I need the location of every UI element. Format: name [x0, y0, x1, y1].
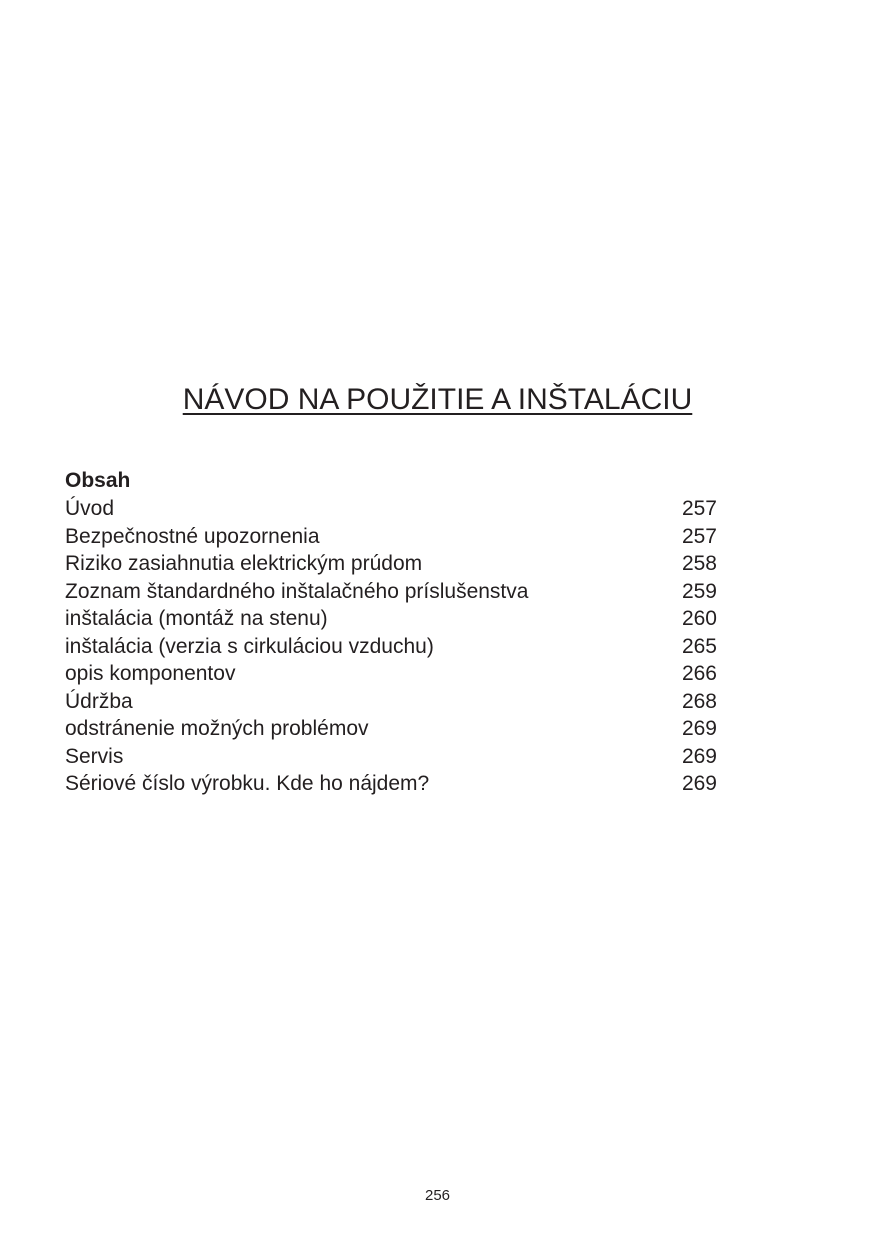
toc-entry-label: Bezpečnostné upozornenia [65, 524, 320, 548]
document-title-text: NÁVOD NA POUŽITIE A INŠTALÁCIU [182, 383, 693, 416]
toc-entry-instalacia-cirkulacia[interactable] [65, 633, 717, 661]
toc-entry-label: odstránenie možných problémov [65, 717, 369, 740]
toc-entry-label: Riziko zasiahnutia elektrickým prúdom [65, 552, 423, 575]
document-title [0, 382, 875, 418]
toc-entry-page: 265 [681, 634, 717, 658]
toc-entry-label: opis komponentov [65, 662, 236, 685]
toc-entry-servis[interactable] [65, 743, 717, 771]
toc-entry-page: 260 [681, 607, 717, 630]
toc-entry-label: inštalácia (montáž na stenu) [65, 607, 328, 630]
toc-entry-page: 269 [681, 717, 717, 740]
toc-list [65, 495, 717, 798]
toc-entry-page: 259 [681, 579, 717, 603]
toc-entry-odstranenie-problemov[interactable] [65, 715, 717, 743]
toc-entry-opis-komponentov[interactable] [65, 660, 717, 688]
toc-entry-riziko[interactable] [65, 550, 717, 578]
toc-entry-page: 257 [681, 524, 717, 548]
toc-entry-label: Servis [65, 744, 124, 768]
toc-entry-label: inštalácia (verzia s cirkuláciou vzduchu) [65, 634, 434, 658]
toc-entry-instalacia-montaz[interactable] [65, 605, 717, 633]
toc-entry-bezpecnostne-upozornenia[interactable] [65, 523, 717, 551]
toc-entry-label: Zoznam štandardného inštalačného príslušenstva [65, 579, 529, 603]
toc-entry-label: Údržba [65, 689, 133, 713]
toc-heading: Obsah [65, 469, 131, 492]
toc-entry-uvod[interactable] [65, 495, 717, 523]
toc-entry-page: 258 [681, 552, 717, 575]
toc-entry-label: Sériové číslo výrobku. Kde ho nájdem? [65, 772, 430, 795]
toc-entry-udrzba[interactable] [65, 688, 717, 716]
toc-entry-page: 257 [681, 497, 717, 520]
toc-entry-page: 269 [681, 772, 717, 795]
toc-entry-page: 269 [681, 744, 717, 768]
toc-entry-page: 266 [681, 662, 717, 685]
toc-entry-page: 268 [681, 689, 717, 713]
toc-entry-label: Úvod [65, 497, 115, 520]
table-of-contents [65, 467, 717, 798]
toc-entry-seriove-cislo[interactable] [65, 770, 717, 798]
toc-entry-zoznam-prislusenstva[interactable] [65, 578, 717, 606]
page-number: 256 [424, 1187, 451, 1204]
